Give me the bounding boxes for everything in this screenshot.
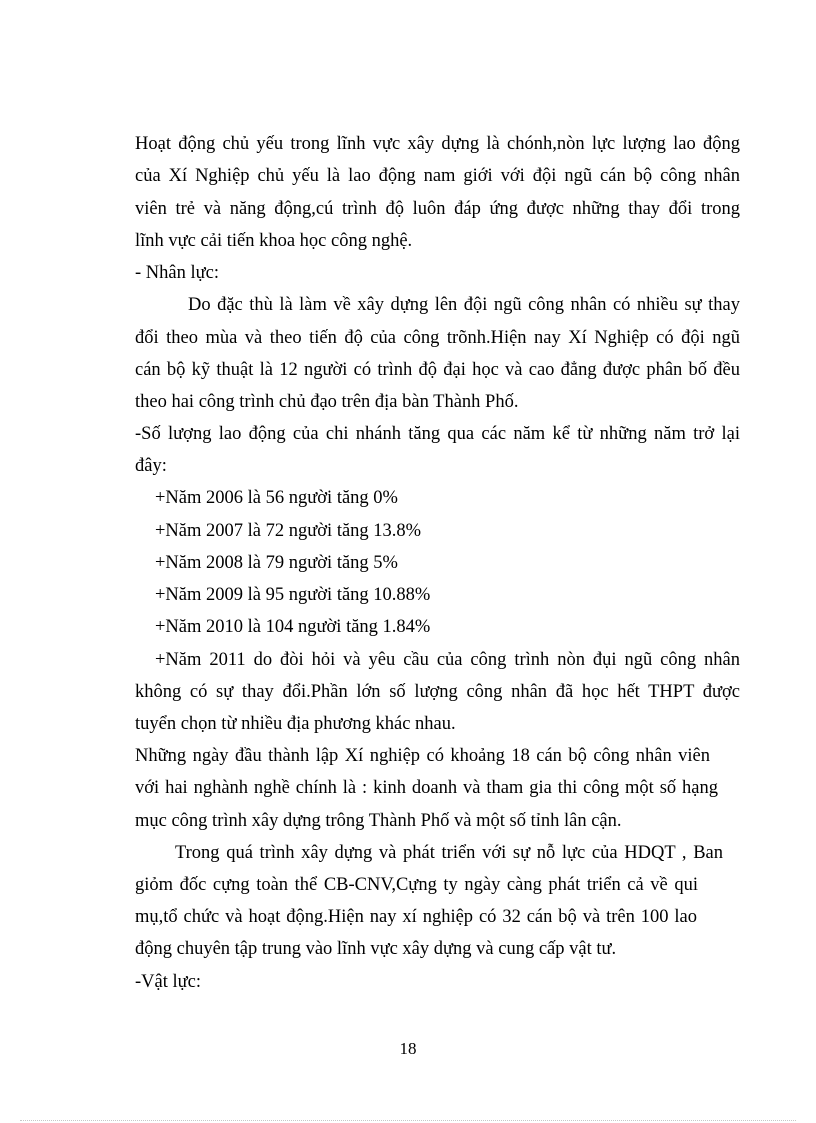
list-item: +Năm 2008 là 79 người tăng 5% — [155, 553, 398, 573]
section-heading: - Nhân lực: — [135, 263, 219, 283]
text-line: động chuyên tập trung vào lĩnh vực xây dựng và cung cấp vật tư. — [135, 939, 617, 959]
text-line: -Số lượng lao động của chi nhánh tăng qua các năm kể từ những năm trở lại — [135, 424, 740, 444]
text-line: của Xí Nghiệp chủ yếu là lao động nam giới với đội ngũ cán bộ công nhân — [135, 166, 740, 186]
text-line: Hoạt động chủ yếu trong lĩnh vực xây dựng là chónh,nòn lực lượng lao động — [135, 134, 740, 154]
text-line: tuyển chọn từ nhiều địa phương khác nhau. — [135, 714, 456, 734]
text-line: cán bộ kỹ thuật là 12 người có trình độ đại học và cao đẳng được phân bố đều — [135, 360, 740, 380]
text-line: viên trẻ và năng động,cú trình độ luôn đáp ứng được những thay đổi trong — [135, 199, 740, 219]
text-line: đây: — [135, 456, 167, 476]
text-line: mụ,tổ chức và hoạt động.Hiện nay xí nghiệp có 32 cán bộ và trên 100 lao — [135, 907, 697, 927]
text-line: giỏm đốc cựng toàn thể CB-CNV,Cựng ty ngày càng phát triển cả về qui — [135, 875, 698, 895]
text-line: với hai nghành nghề chính là : kinh doanh và tham gia thi công một số hạng — [135, 778, 718, 798]
text-line: lĩnh vực cải tiến khoa học công nghệ. — [135, 231, 413, 251]
page-divider — [20, 1120, 796, 1121]
text-line: đổi theo mùa và theo tiến độ của công trõnh.Hiện nay Xí Nghiệp có đội ngũ — [135, 328, 740, 348]
text-line: mục công trình xây dựng trông Thành Phố và một số tỉnh lân cận. — [135, 811, 622, 831]
section-heading: -Vật lực: — [135, 972, 202, 992]
text-line: Do đặc thù là làm về xây dựng lên đội ngũ công nhân có nhiều sự thay — [188, 295, 740, 315]
list-item: +Năm 2007 là 72 người tăng 13.8% — [155, 521, 422, 541]
list-item: +Năm 2011 do đòi hỏi và yêu cầu của công trình nòn đụi ngũ công nhân — [155, 650, 740, 670]
list-item: +Năm 2010 là 104 người tăng 1.84% — [155, 617, 431, 637]
page-number: 18 — [399, 1039, 417, 1058]
list-item: +Năm 2009 là 95 người tăng 10.88% — [155, 585, 431, 605]
text-line: Những ngày đầu thành lập Xí nghiệp có khoảng 18 cán bộ công nhân viên — [135, 746, 710, 766]
text-line: Trong quá trình xây dựng và phát triển với sự nỗ lực của HDQT , Ban — [175, 843, 723, 863]
text-line: theo hai công trình chủ đạo trên địa bàn Thành Phố. — [135, 392, 519, 412]
text-line: không có sự thay đổi.Phần lớn số lượng công nhân đã học hết THPT được — [135, 682, 740, 702]
list-item: +Năm 2006 là 56 người tăng 0% — [155, 488, 398, 508]
